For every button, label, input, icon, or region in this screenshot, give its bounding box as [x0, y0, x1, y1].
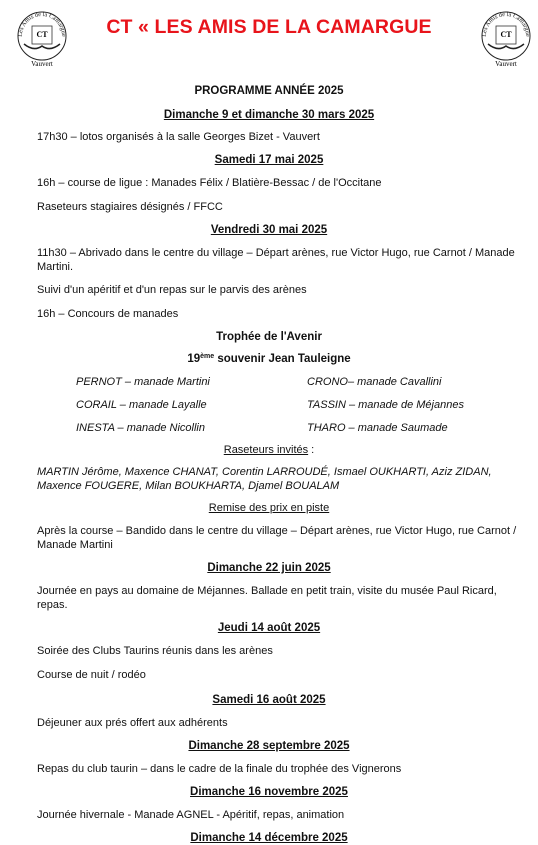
programme-title: PROGRAMME ANNÉE 2025: [194, 85, 344, 97]
svg-text:Les Amis de la Camargue: Les Amis de la Camargue: [480, 10, 532, 37]
svg-text:Les Amis de la Camargue: Les Amis de la Camargue: [16, 10, 68, 37]
event-line: Soirée des Clubs Taurins réunis dans les arènes: [37, 645, 273, 657]
section-heading: Dimanche 9 et dimanche 30 mars 2025: [163, 109, 375, 121]
event-line: Raseteurs stagiaires désignés / FFCC: [37, 201, 223, 213]
contestants-grid: [0, 375, 538, 444]
event-line: Journée hivernale - Manade AGNEL - Apéritif, repas, animation: [37, 809, 345, 821]
section-heading: Vendredi 30 mai 2025: [210, 224, 328, 236]
svg-text:CT: CT: [500, 30, 512, 39]
trophy-title: Trophée de l'Avenir: [216, 331, 322, 343]
contestants-right: [307, 375, 538, 444]
event-line: Après la course – Bandido dans le centre du village – Départ arènes, rue Victor Hugo, rue Carnot / Manade Martini: [37, 525, 517, 551]
event-line: Déjeuner aux prés offert aux adhérents: [37, 717, 228, 729]
contestant: TASSIN – manade de Méjannes: [307, 399, 464, 411]
section-heading: Dimanche 16 novembre 2025: [190, 786, 348, 798]
contestant: CRONO– manade Cavallini: [307, 376, 442, 388]
svg-text:CT: CT: [36, 30, 48, 39]
guests-list: MARTIN Jérôme, Maxence CHANAT, Corentin LARROUDÉ, Ismael OUKHARTI, Aziz ZIDAN, Maxence FOUGERE, Milan BOUKHARTA, Djamel BOUALAM: [37, 466, 492, 492]
event-line: 16h – course de ligue : Manades Félix / Blatière-Bessac / de l'Occitane: [37, 177, 382, 189]
document-title: CT « LES AMIS DE LA CAMARGUE: [106, 16, 432, 38]
event-line: 11h30 – Abrivado dans le centre du village – Départ arènes, rue Victor Hugo, rue Carnot / Manade Martini.: [37, 247, 515, 273]
contestant: CORAIL – manade Layalle: [76, 399, 207, 411]
souvenir-title: 19ème souvenir Jean Tauleigne: [187, 353, 351, 365]
svg-text:Vauvert: Vauvert: [31, 60, 53, 68]
event-line: Journée en pays au domaine de Méjannes. Ballade en petit train, visite du musée Paul Ricard, repas.: [37, 585, 497, 611]
event-line: Suivi d'un apéritif et d'un repas sur le parvis des arènes: [37, 284, 307, 296]
contestant: THARO – manade Saumade: [307, 422, 448, 434]
section-heading: Dimanche 28 septembre 2025: [188, 740, 350, 752]
prize-heading: Remise des prix en piste: [208, 502, 330, 514]
section-heading: Dimanche 22 juin 2025: [207, 562, 331, 574]
event-line: 16h – Concours de manades: [37, 308, 179, 320]
contestant: INESTA – manade Nicollin: [76, 422, 205, 434]
contestants-left: [76, 375, 307, 444]
guests-heading: Raseteurs invités :: [223, 444, 315, 456]
event-line: Repas du club taurin – dans le cadre de la finale du trophée des Vignerons: [37, 763, 402, 775]
section-heading: Jeudi 14 août 2025: [217, 622, 321, 634]
section-heading: Samedi 17 mai 2025: [214, 154, 324, 166]
event-line: 17h30 – lotos organisés à la salle Georges Bizet - Vauvert: [37, 131, 320, 143]
svg-text:Vauvert: Vauvert: [495, 60, 517, 68]
section-heading: Dimanche 14 décembre 2025: [190, 832, 348, 844]
programme: [0, 80, 538, 845]
contestant: PERNOT – manade Martini: [76, 376, 210, 388]
section-heading: Samedi 16 août 2025: [212, 694, 326, 706]
event-line: Course de nuit / rodéo: [37, 669, 146, 681]
